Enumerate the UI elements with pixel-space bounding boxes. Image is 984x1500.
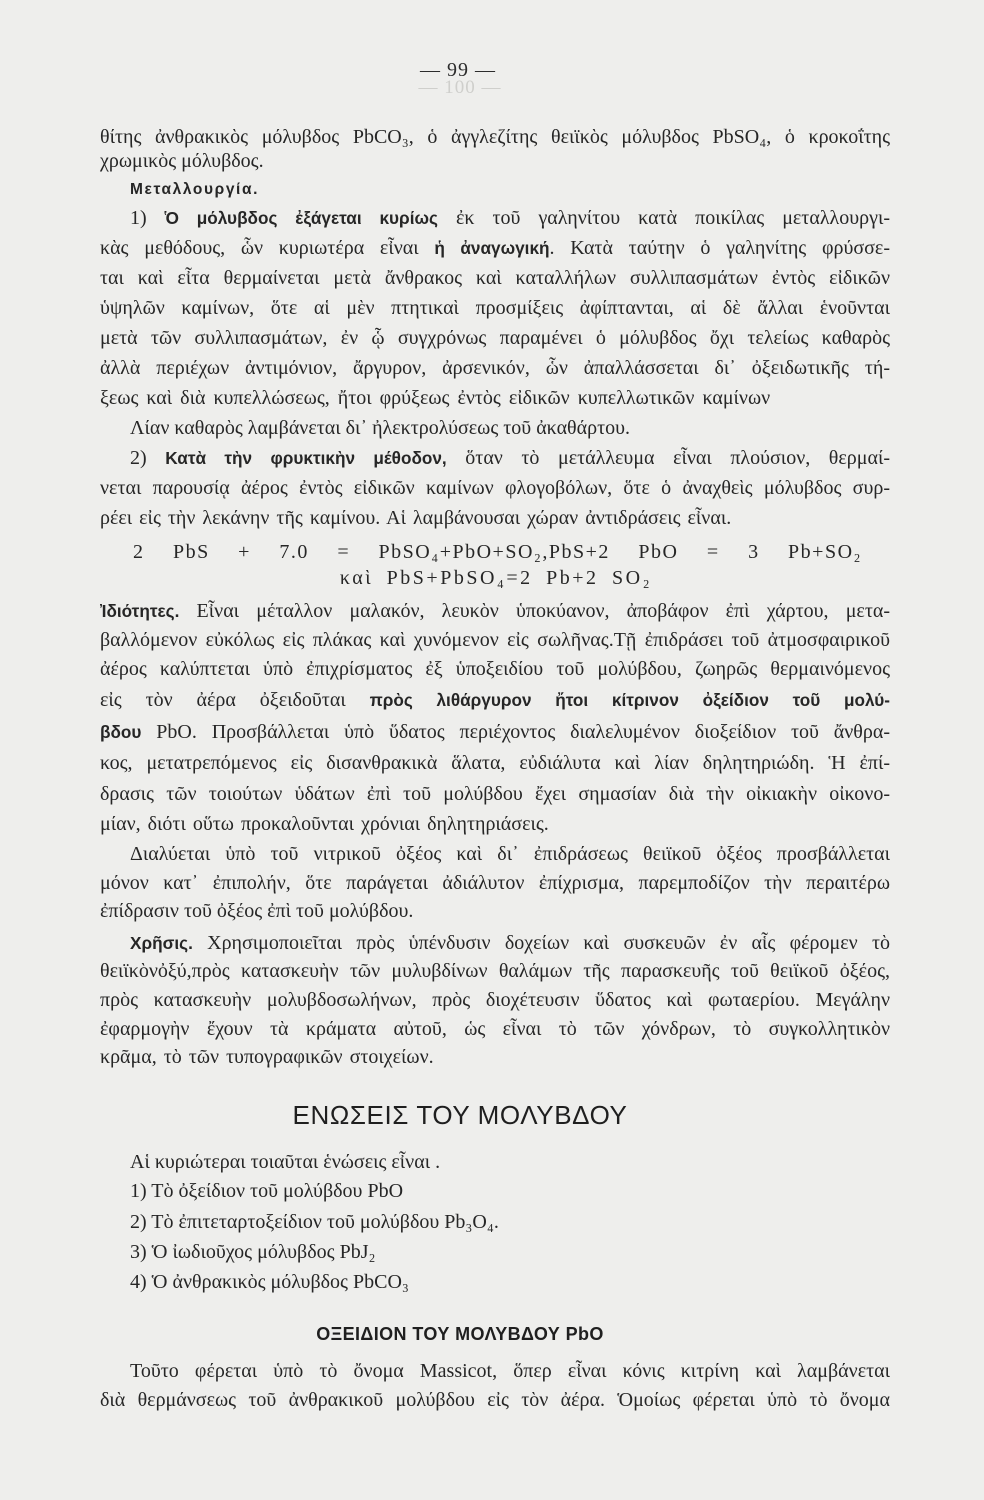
line-text: κὰς μεθόδους, ὧν κυριωτέρα εἶναι — [100, 237, 435, 259]
bold-term: Χρῆσις. — [130, 933, 193, 953]
line-text: ἐκ τοῦ γαληνίτου κατὰ ποικίλας μεταλλουργι- — [437, 207, 890, 229]
section-heading: Μεταλλουργία. — [130, 181, 259, 198]
text-line: κος, μετατρεπόμενος εἰς δισανθρακικὰ ἅλατα, εὐδιάλυτα καὶ λίαν δηλητηριώδη. Ἡ ἐπί- — [100, 752, 890, 774]
list-item: 4) Ὁ ἀνθρακικὸς μόλυβδος PbCO₃ — [130, 1271, 409, 1293]
text-line: δρασις τῶν τοιούτων ὑδάτων ἐπὶ τοῦ μολύβδου ἔχει σημασίαν διὰ τὴν οἰκιακὴν οἰκονο- — [100, 783, 890, 805]
bold-term: Κατὰ τὴν φρυκτικὴν μέθοδον, — [165, 448, 447, 468]
text-line: ἐφαρμογὴν ἔχουν τὰ κράματα αὐτοῦ, ὡς εἶναι τὸ τῶν χόνδρων, τὸ συγκολλητικὸν — [100, 1018, 890, 1040]
text-line: μόνον κατ᾽ ἐπιπολήν, ὅτε παράγεται ἀδιάλυτον ἐπίχρισμα, παρεμποδίζον τὴν περαιτέρω — [100, 872, 890, 894]
text-line: ρέει εἰς τὴν λεκάνην τῆς καμίνου. Αἱ λαμβάνουσαι χώραν ἀντιδράσεις εἶναι. — [100, 507, 732, 529]
text-line — [130, 928, 890, 958]
chemical-equation: 2 PbS + 7.0 = PbSO₄+PbO+SO₂,PbS+2 PbO = 3 Pb+SO₂ — [133, 541, 862, 563]
text-line: ἐπίδρασιν τοῦ ὀξέος ἐπὶ τοῦ μολύβδου. — [100, 900, 414, 922]
line-text: Χρησιμοποιεῖται πρὸς ὑπένδυσιν δοχείων καὶ συσκευῶν ἐν αἷς φέρομεν τὸ — [192, 932, 890, 954]
line-text: PbO. Προσβάλλεται ὑπὸ ὕδατος περιέχοντος διαλελυμένον διοξείδιον τοῦ ἄνθρα- — [141, 721, 890, 743]
bold-term: Ἰδιότητες. — [100, 601, 180, 621]
list-item: 3) Ὁ ἰωδιοῦχος μόλυβδος PbJ₂ — [130, 1241, 376, 1263]
page-number: — 99 — — [420, 59, 496, 81]
text-line: μίαν, διότι οὕτω προκαλοῦνται χρόνιαι δηλητηριάσεις. — [100, 813, 549, 835]
line-text: ὅταν τὸ μετάλλευμα εἶναι πλούσιον, θερμαί- — [446, 447, 890, 469]
list-number: 1) — [130, 207, 165, 229]
text-line: ἀλλὰ περιέχων ἀντιμόνιον, ἄργυρον, ἀρσενικόν, ὧν ἀπαλλάσσεται δι᾽ ὀξειδωτικῆς τή- — [100, 357, 890, 379]
chemical-equation: καὶ PbS+PbSO₄=2 Pb+2 SO₂ — [339, 567, 653, 589]
list-item: 1) Τὸ ὀξείδιον τοῦ μολύβδου PbO — [130, 1180, 404, 1202]
text-line — [100, 685, 890, 715]
text-line: μετὰ τῶν συλλιπασμάτων, ἐν ᾧ συγχρόνως παραμένει ὁ μόλυβδος ὄχι τελείως καθαρὸς — [100, 327, 890, 349]
text-line: ται καὶ εἶτα θερμαίνεται μετὰ ἄνθρακος καὶ καταλλήλων συλλιπασμάτων ἐντὸς εἰδικῶν — [100, 267, 890, 289]
text-line — [100, 233, 890, 263]
bold-term: ἡ ἀναγωγική — [434, 238, 550, 258]
text-line: ὑψηλῶν καμίνων, ὅτε αἱ μὲν πτητικαὶ προσμίξεις ἀφίπτανται, αἱ δὲ ἄλλαι ἑνοῦνται — [100, 297, 890, 319]
bleed-through-page-number: — 100 — — [418, 77, 502, 98]
bold-term: Ὁ μόλυβδος ἐξάγεται κυρίως — [164, 208, 438, 228]
chapter-heading: ΕΝΩΣΕΙΣ ΤΟΥ ΜΟΛΥΒΔΟΥ — [292, 1100, 628, 1130]
text-line: κρᾶμα, τὸ τῶν τυπογραφικῶν στοιχείων. — [100, 1046, 434, 1068]
section-heading: ΟΞΕΙΔΙΟΝ ΤΟΥ ΜΟΛΥΒΔΟΥ PbO — [316, 1324, 604, 1344]
text-line: νεται παρουσίᾳ ἀέρος ἐντὸς εἰδικῶν καμίνων φλογοβόλων, ὅτε ὁ ἀναχθεὶς μόλυβδος συρ- — [100, 477, 890, 499]
list-number: 2) — [130, 447, 166, 469]
text-line: διὰ θερμάνσεως τοῦ ἀνθρακικοῦ μολύβδου εἰς τὸν ἀέρα. Ὁμοίως φέρεται ὑπὸ τὸ ὄνομα — [100, 1389, 890, 1411]
text-line: Διαλύεται ὑπὸ τοῦ νιτρικοῦ ὀξέος καὶ δι᾽ ἐπιδράσεως θειϊκοῦ ὀξέος προσβάλλεται — [130, 843, 890, 865]
line-text: Εἶναι μέταλλον μαλακόν, λευκὸν ὑποκύανον, ἀποβάφον ἐπὶ χάρτου, μετα- — [179, 600, 890, 622]
text-line: Αἱ κυριώτεραι τοιαῦται ἑνώσεις εἶναι . — [130, 1151, 441, 1173]
text-line: ἀέρος καλύπτεται ὑπὸ ἐπιχρίσματος ἐξ ὑποξειδίου τοῦ μολύβδου, ζωηρῶς θερμαινόμενος — [100, 658, 890, 680]
text-line: ξεως καὶ διὰ κυπελλώσεως, ἤτοι φρύξεως ἐντὸς εἰδικῶν κυπελλωτικῶν καμίνων — [100, 387, 771, 409]
text-line: θίτης ἀνθρακικὸς μόλυβδος PbCO₃, ὁ ἀγγλεζίτης θειϊκὸς μόλυβδος PbSO₄, ὁ κροκοΐτης — [100, 126, 890, 148]
bold-term: πρὸς λιθάργυρον ἤτοι κίτρινον ὀξείδιον τοῦ μολύ- — [369, 690, 890, 710]
text-line: Τοῦτο φέρεται ὑπὸ τὸ ὄνομα Massicot, ὅπερ εἶναι κόνις κιτρίνη καὶ λαμβάνεται — [130, 1360, 890, 1382]
list-item: 2) Τὸ ἐπιτεταρτοξείδιον τοῦ μολύβδου Pb₃O₄. — [130, 1211, 499, 1233]
text-line — [130, 203, 890, 233]
line-text: εἰς τὸν ἀέρα ὀξειδοῦται — [100, 689, 370, 711]
text-line: Λίαν καθαρὸς λαμβάνεται δι᾽ ἠλεκτρολύσεως τοῦ ἀκαθάρτου. — [130, 417, 631, 439]
bold-term: βδου — [100, 722, 142, 742]
text-line: βαλλόμενον εὐκόλως εἰς πλάκας καὶ χυνόμενον εἰς σωλῆνας.Τῇ ἐπιδράσει τοῦ ἀτμοσφαιρικοῦ — [100, 629, 890, 651]
text-line — [130, 443, 890, 473]
text-line: χρωμικὸς μόλυβδος. — [100, 150, 264, 172]
line-text: . Κατὰ ταύτην ὁ γαληνίτης φρύσσε- — [549, 237, 890, 259]
text-line — [100, 596, 890, 626]
text-line: πρὸς κατασκευὴν μολυβδοσωλήνων, πρὸς διοχέτευσιν ὕδατος καὶ φωταερίου. Μεγάλην — [100, 989, 890, 1011]
text-line: θειϊκὸνὀξύ,πρὸς κατασκευὴν τῶν μυλυβδίνων θαλάμων τῆς παρασκευῆς τοῦ θειϊκοῦ ὀξέος, — [100, 960, 890, 982]
text-line — [100, 717, 890, 747]
